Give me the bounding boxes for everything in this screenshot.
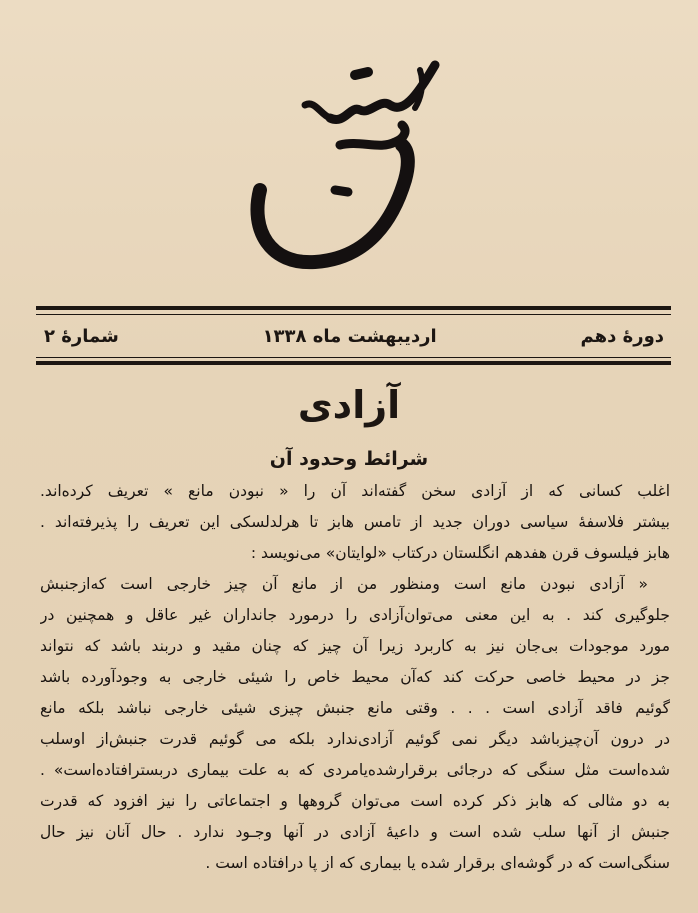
body-line: « آزادی نبودن مانع است ومنظور من از مانع آن چیز خارجی است که‌ازجنبش [40, 575, 648, 593]
article-title: آزادی [297, 383, 401, 427]
masthead-calligraphy [220, 30, 480, 280]
body-line: گوئیم فاقد آزادی است . . . وقتی مانع جنبش چیزی شیئی خارجی نباشد بلکه مانع [40, 699, 670, 717]
body-line: به دو مثالی که هابز ذکر کرده است می‌توان گروهها و اجتماعاتی را نیز افزود که قدرت [40, 792, 670, 810]
body-line: مورد موجودات بی‌جان نیز به کاربرد زیرا آن چیز که چنان مقید و دربند باشد که نتواند [40, 637, 670, 655]
article-body [40, 476, 670, 879]
divider-thin-top [36, 314, 671, 315]
body-line: جلوگیری کند . به این معنی می‌توان‌آزادی را درمورد جانداران غیر عاقل و همچنین در [40, 606, 670, 624]
body-line: اغلب کسانی که از آزادی سخن گفته‌اند آن را « نبودن مانع » تعریف کرده‌اند. [40, 482, 670, 500]
masthead-title [220, 30, 480, 31]
body-line: شده‌است مثل سنگی که درجائی برقرارشده‌یامردی که به علت بیماری دربستر‌افتاده‌است» . [40, 761, 670, 779]
body-line: جز در محیط خاصی حرکت کند که‌آن محیط خاص را شیئی خارجی به وجودآورده باشد [40, 668, 670, 686]
divider-thin-bottom [36, 357, 671, 358]
body-line: جنبش از آنها سلب شده است و داعیهٔ آزادی در آنها وجـود ندارد . حال آنان نیز حال [40, 823, 670, 841]
body-line: سنگی‌است که در گوشه‌ای برقرار شده یا بیماری که از پا درافتاده است . [205, 854, 670, 872]
issue-info-bar [44, 318, 664, 354]
article-subtitle: شرائط وحدود آن [269, 448, 429, 470]
divider-thick-bottom [36, 361, 671, 365]
issue-number: شمارهٔ ۲ [44, 325, 119, 347]
volume-label: دورهٔ دهم [580, 325, 664, 347]
masthead-logo [220, 30, 480, 280]
body-line: در درون آن‌چیزباشد دیگر نمی گوئیم آزادی‌ندارد بلکه می گوئیم قدرت جنبش‌از اوسلب [40, 730, 670, 748]
body-line: هابز فیلسوف قرن هفدهم انگلستان درکتاب «لوایتان» می‌نویسد : [250, 544, 670, 562]
issue-date: اردیبهشت ماه ۱۳۳۸ [262, 325, 437, 347]
body-line: بیشتر فلاسفهٔ سیاسی دوران جدید از تامس هابز تا هرلدلسکی این تعریف را پذیرفته‌اند . [40, 513, 670, 531]
divider-thick-top [36, 306, 671, 310]
